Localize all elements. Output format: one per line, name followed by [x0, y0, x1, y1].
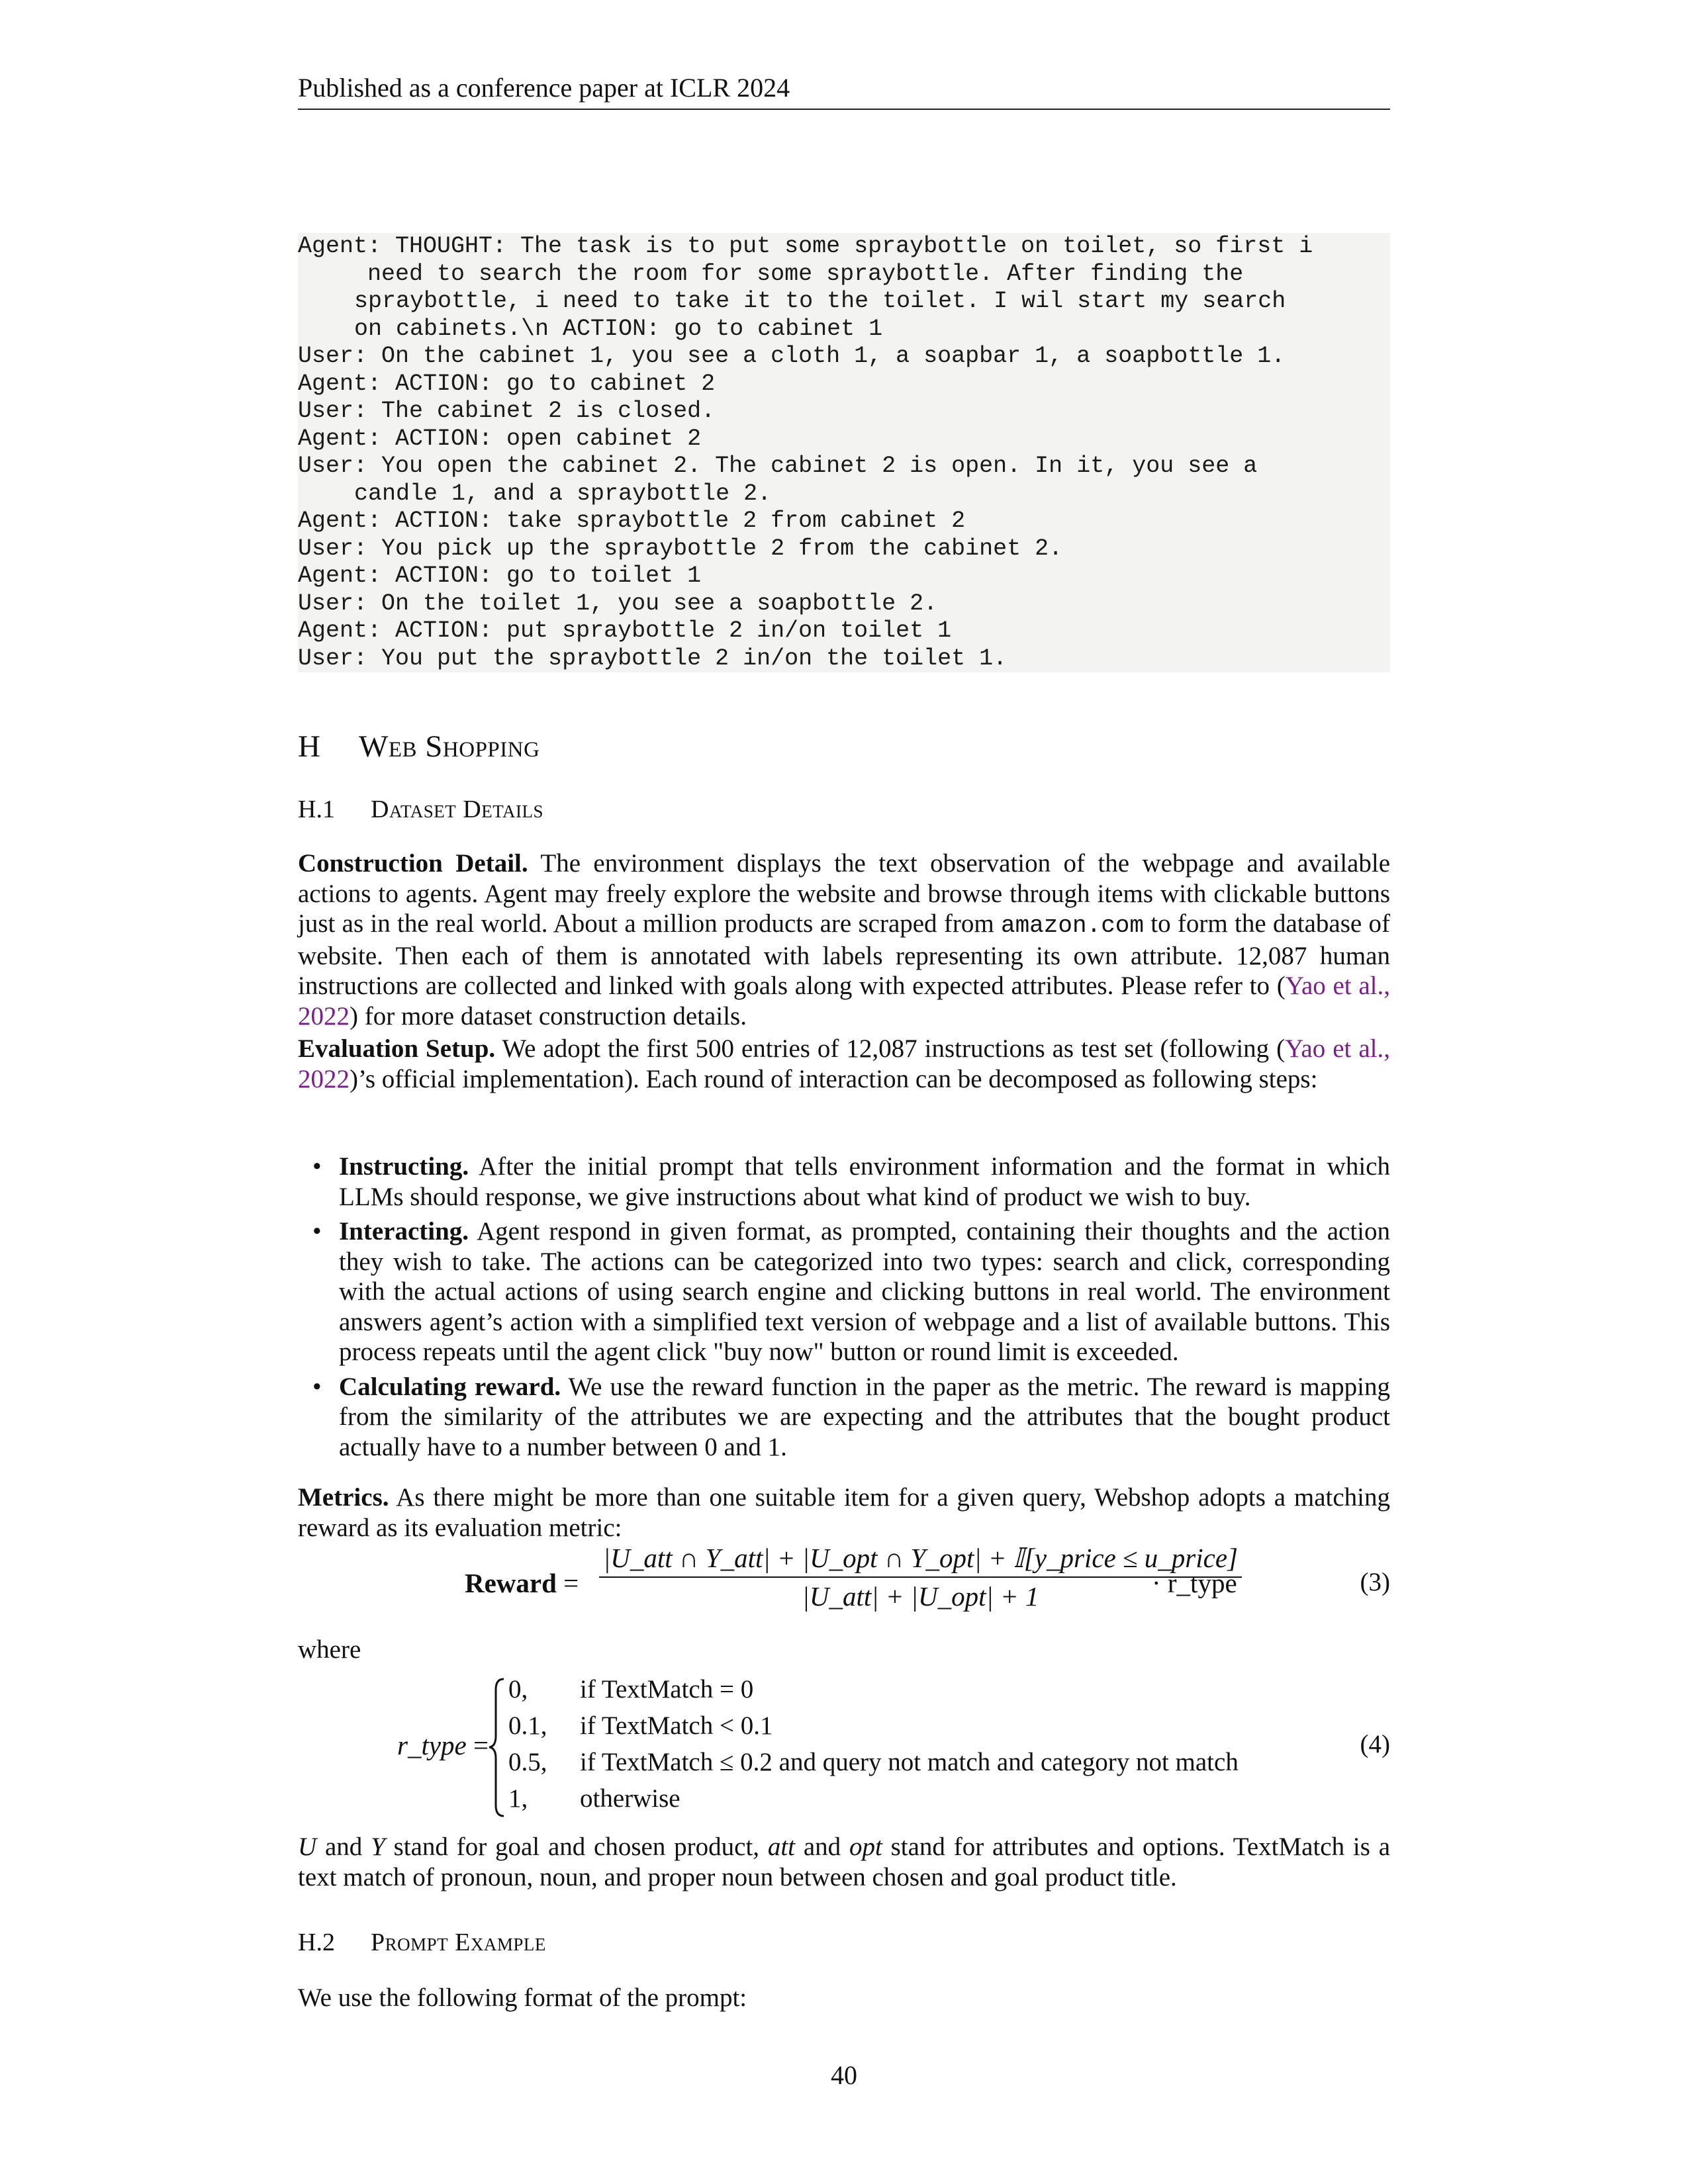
paragraph-label: Construction Detail.	[298, 849, 528, 878]
math-symbol: opt	[849, 1833, 882, 1861]
item-label: Calculating reward.	[339, 1372, 561, 1401]
bullet-icon: •	[312, 1217, 322, 1246]
inline-code: amazon.com	[1000, 912, 1145, 939]
code-line: Agent: ACTION: go to toilet 1	[298, 563, 702, 589]
math-symbol: U	[298, 1833, 317, 1861]
case-value: 0.5,	[508, 1748, 547, 1776]
item-label: Interacting.	[339, 1217, 469, 1246]
running-header: Published as a conference paper at ICLR 2024	[298, 71, 1390, 110]
paragraph-text: As there might be more than one suitable item for a given query, Webshop adopts a matching reward as its evaluation metric:	[298, 1483, 1390, 1542]
equation-3	[298, 1542, 1390, 1621]
case-condition: otherwise	[580, 1784, 680, 1813]
left-brace-icon	[487, 1676, 506, 1819]
case-condition: if TextMatch = 0	[580, 1675, 754, 1704]
equation-4	[298, 1671, 1390, 1823]
equation-number: (4)	[1360, 1730, 1390, 1758]
item-label: Instructing.	[339, 1152, 469, 1181]
prompt-intro: We use the following format of the prompt:	[298, 1983, 747, 2012]
subsection-number: H.1	[298, 796, 335, 823]
evaluation-paragraph	[298, 1034, 1390, 1094]
list-item	[298, 1372, 1390, 1463]
list-item	[298, 1216, 1390, 1367]
item-text: After the initial prompt that tells environment information and the format in which LLMs should response, we give instructions about what kind of product we wish to buy.	[339, 1152, 1390, 1211]
code-line: User: On the cabinet 1, you see a cloth 1, a soapbar 1, a soapbottle 1.	[298, 343, 1286, 369]
paragraph-text: The environment displays the text observation of the webpage and available actions to agents. Agent may freely explore the website and browse through items with clickable buttons just as in the real world. About a million products are scraped from	[298, 849, 1390, 938]
code-line: spraybottle, i need to take it to the toilet. I wil start my search	[354, 288, 1286, 314]
subsection-heading	[298, 793, 543, 826]
paragraph-text: )’s official implementation). Each round of interaction can be decomposed as following steps:	[350, 1064, 1318, 1093]
equation-lhs: r_type =	[397, 1730, 489, 1760]
math-symbol: Y	[371, 1833, 385, 1861]
subsection-heading	[298, 1926, 546, 1959]
case-value: 0.1,	[508, 1711, 547, 1740]
explanation-paragraph	[298, 1832, 1390, 1892]
paragraph-text: and	[795, 1833, 849, 1861]
paragraph-text: and	[316, 1833, 371, 1861]
section-title: Web Shopping	[359, 729, 540, 764]
paragraph-text: stand for attributes and options. TextMatch is a text match of pronoun, noun, and proper noun between chosen and goal product title.	[298, 1833, 1391, 1891]
code-line: User: You open the cabinet 2. The cabinet 2 is open. In it, you see a	[298, 453, 1258, 479]
paragraph-text: stand for goal and chosen product,	[385, 1833, 768, 1861]
equation-lhs: Reward =	[465, 1568, 579, 1598]
page-number: 40	[831, 2060, 857, 2090]
case-value: 1,	[508, 1784, 528, 1813]
code-line: Agent: ACTION: take spraybottle 2 from cabinet 2	[298, 508, 966, 534]
citation-link[interactable]: Yao et al., 2022	[298, 1034, 1390, 1093]
code-line: Agent: ACTION: go to cabinet 2	[298, 370, 716, 397]
paragraph-label: Metrics.	[298, 1483, 389, 1512]
rtype-symbol: r_type	[397, 1730, 467, 1760]
code-line: need to search the room for some spraybottle. After finding the	[367, 260, 1244, 287]
paragraph-text: ) for more dataset construction details.	[350, 1001, 747, 1030]
subsection-title: Dataset Details	[371, 796, 544, 823]
cases-block	[508, 1671, 1239, 1817]
case-condition: if TextMatch ≤ 0.2 and query not match and category not match	[580, 1748, 1239, 1776]
case-condition: if TextMatch < 0.1	[580, 1711, 773, 1740]
paper-page	[298, 0, 1390, 2184]
construction-paragraph	[298, 848, 1390, 1031]
fraction-numerator	[599, 1542, 1242, 1578]
fraction-denominator	[599, 1578, 1242, 1612]
item-text: We use the reward function in the paper as the metric. The reward is mapping from the similarity of the attributes we are expecting and the attributes that the bought product actually have to a number between 0 and 1.	[339, 1372, 1390, 1461]
code-line: User: You put the spraybottle 2 in/on the toilet 1.	[298, 645, 1008, 672]
bullet-icon: •	[312, 1372, 322, 1401]
code-line: User: You pick up the spraybottle 2 from the cabinet 2.	[298, 535, 1063, 562]
paragraph-label: Evaluation Setup.	[298, 1034, 496, 1063]
steps-list	[298, 1152, 1390, 1467]
citation-link[interactable]: Yao et al., 2022	[298, 972, 1390, 1030]
code-line: User: On the toilet 1, you see a soapbottle 2.	[298, 590, 938, 617]
item-text: Agent respond in given format, as prompted, containing their thoughts and the action they wish to take. The actions can be categorized into two types: search and click, corresponding with the actual actions of using search engine and clicking buttons in real world. The environment answers agent’s action with a simplified text version of webpage and a list of available buttons. This process repeats until the agent click "buy now" button or round limit is exceeded.	[339, 1217, 1390, 1366]
code-line: on cabinets.\n ACTION: go to cabinet 1	[354, 315, 883, 342]
code-line: Agent: THOUGHT: The task is to put some spraybottle on toilet, so first i	[298, 233, 1313, 259]
subsection-title: Prompt Example	[371, 1929, 546, 1956]
paragraph-text: We adopt the first 500 entries of 12,087 instructions as test set (following (	[495, 1034, 1286, 1063]
case-value: 0,	[508, 1675, 528, 1704]
equation-number: (3)	[1360, 1568, 1390, 1596]
code-line: Agent: ACTION: open cabinet 2	[298, 425, 702, 452]
metrics-paragraph	[298, 1482, 1390, 1543]
reward-symbol: Reward	[465, 1568, 557, 1598]
section-number: H	[298, 729, 320, 764]
where-text: where	[298, 1635, 361, 1664]
paragraph-text: to form the database of website. Then each of them is annotated with labels representing its own attribute. 12,087 human instructions are collected and linked with goals along with expected attributes. Please refer to (	[298, 909, 1391, 1000]
code-block	[298, 233, 1390, 672]
list-item	[298, 1152, 1390, 1212]
fraction	[599, 1542, 1242, 1612]
code-line: Agent: ACTION: put spraybottle 2 in/on toilet 1	[298, 617, 952, 644]
case-row	[508, 1780, 1239, 1817]
case-row	[508, 1744, 1239, 1780]
code-line: User: The cabinet 2 is closed.	[298, 398, 716, 424]
case-row	[508, 1671, 1239, 1707]
numerator-text: |U_att ∩ Y_att| + |U_opt ∩ Y_opt| + 𝕀[y_price ≤ u_price]	[603, 1543, 1238, 1573]
case-row	[508, 1707, 1239, 1744]
equation-factor: · r_type	[1152, 1568, 1237, 1598]
denominator-text: |U_att| + |U_opt| + 1	[802, 1581, 1039, 1612]
math-symbol: att	[767, 1833, 796, 1861]
bullet-icon: •	[312, 1152, 322, 1181]
section-heading	[298, 727, 539, 766]
code-line: candle 1, and a spraybottle 2.	[354, 480, 772, 507]
subsection-number: H.2	[298, 1929, 335, 1956]
